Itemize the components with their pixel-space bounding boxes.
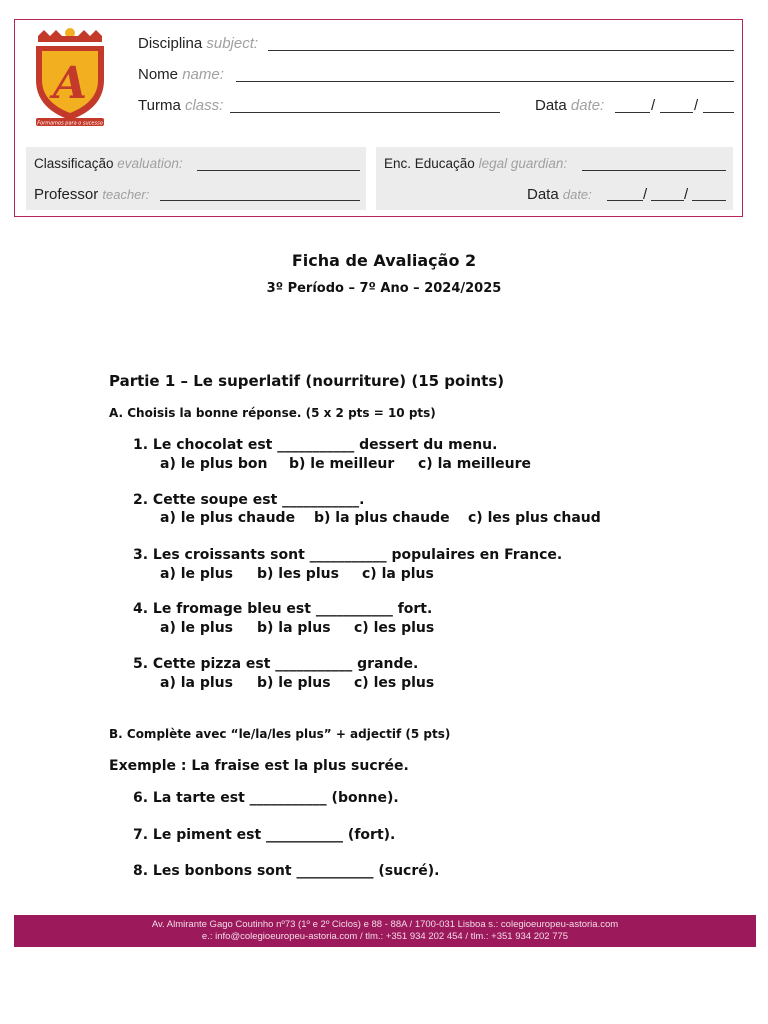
document-title: Ficha de Avaliação 2 [291, 251, 477, 270]
option-1c[interactable]: c) la meilleure [418, 456, 532, 472]
question-2: 2. Cette soupe est ___________. [133, 492, 365, 508]
option-5b[interactable]: b) le plus [257, 675, 331, 691]
option-1b[interactable]: b) le meilleur [289, 456, 395, 472]
class-label: Turma class: [138, 97, 224, 114]
subject-label: Disciplina subject: [138, 35, 259, 52]
question-8[interactable]: 8. Les bonbons sont ___________ (sucré). [133, 863, 440, 879]
teacher-field[interactable] [160, 200, 360, 201]
footer-bar [14, 915, 756, 947]
class-field[interactable] [230, 112, 500, 113]
question-6[interactable]: 6. La tarte est ___________ (bonne). [133, 790, 399, 806]
name-label: Nome name: [138, 66, 224, 83]
question-7[interactable]: 7. Le piment est ___________ (fort). [133, 827, 396, 843]
option-1a[interactable]: a) le plus bon [160, 456, 268, 472]
name-field[interactable] [236, 81, 734, 82]
question-4: 4. Le fromage bleu est ___________ fort. [133, 601, 433, 617]
option-5a[interactable]: a) la plus [160, 675, 233, 691]
document-subtitle: 3º Período – 7º Ano – 2024/2025 [266, 281, 502, 296]
option-2b[interactable]: b) la plus chaude [314, 510, 450, 526]
option-3b[interactable]: b) les plus [257, 566, 339, 582]
date2-year-field[interactable] [692, 200, 726, 201]
shield-icon [30, 24, 110, 128]
date-day-field[interactable] [615, 112, 650, 113]
date2-label: Data date: [527, 186, 592, 203]
option-5c[interactable]: c) les plus [354, 675, 435, 691]
logo-motto: Formamos para o sucesso [37, 120, 103, 127]
footer-contacts: e.: info@colegioeuropeu-astoria.com / tlm.: +351 934 202 454 / tlm.: +351 934 202 775 [201, 931, 569, 942]
option-4b[interactable]: b) la plus [257, 620, 331, 636]
date-label: Data date: [535, 97, 605, 114]
subject-field[interactable] [268, 50, 734, 51]
section-b-instruction: B. Complète avec “le/la/les plus” + adjectif (5 pts) [109, 727, 451, 741]
teacher-label: Professor teacher: [34, 186, 150, 203]
classification-label: Classificação evaluation: [34, 156, 183, 171]
option-4c[interactable]: c) les plus [354, 620, 435, 636]
date2-day-field[interactable] [607, 200, 643, 201]
option-3c[interactable]: c) la plus [362, 566, 434, 582]
date2-month-field[interactable] [651, 200, 684, 201]
date-slash: / [694, 97, 699, 114]
classification-field[interactable] [197, 170, 360, 171]
guardian-field[interactable] [582, 170, 726, 171]
guardian-label: Enc. Educação legal guardian: [384, 156, 568, 171]
example-sentence: Exemple : La fraise est la plus sucrée. [109, 758, 409, 774]
section-a-instruction: A. Choisis la bonne réponse. (5 x 2 pts = 10 pts) [109, 406, 436, 420]
footer-address: Av. Almirante Gago Coutinho nº73 (1º e 2º Ciclos) e 88 - 88A / 1700-031 Lisboa s.: colegioeuropeu-astoria.com [151, 919, 619, 930]
option-2c[interactable]: c) les plus chaud [468, 510, 601, 526]
school-logo [30, 24, 110, 128]
question-3: 3. Les croissants sont ___________ populaires en France. [133, 547, 563, 563]
logo-letter: A [52, 58, 88, 109]
question-5: 5. Cette pizza est ___________ grande. [133, 656, 419, 672]
date2-slash: / [643, 186, 648, 203]
part1-title: Partie 1 – Le superlatif (nourriture) (15 points) [109, 372, 505, 390]
date-year-field[interactable] [703, 112, 734, 113]
question-1: 1. Le chocolat est ___________ dessert du menu. [133, 437, 498, 453]
date-month-field[interactable] [660, 112, 693, 113]
option-3a[interactable]: a) le plus [160, 566, 234, 582]
date-slash: / [651, 97, 656, 114]
option-2a[interactable]: a) le plus chaude [160, 510, 296, 526]
option-4a[interactable]: a) le plus [160, 620, 234, 636]
date2-slash: / [684, 186, 689, 203]
